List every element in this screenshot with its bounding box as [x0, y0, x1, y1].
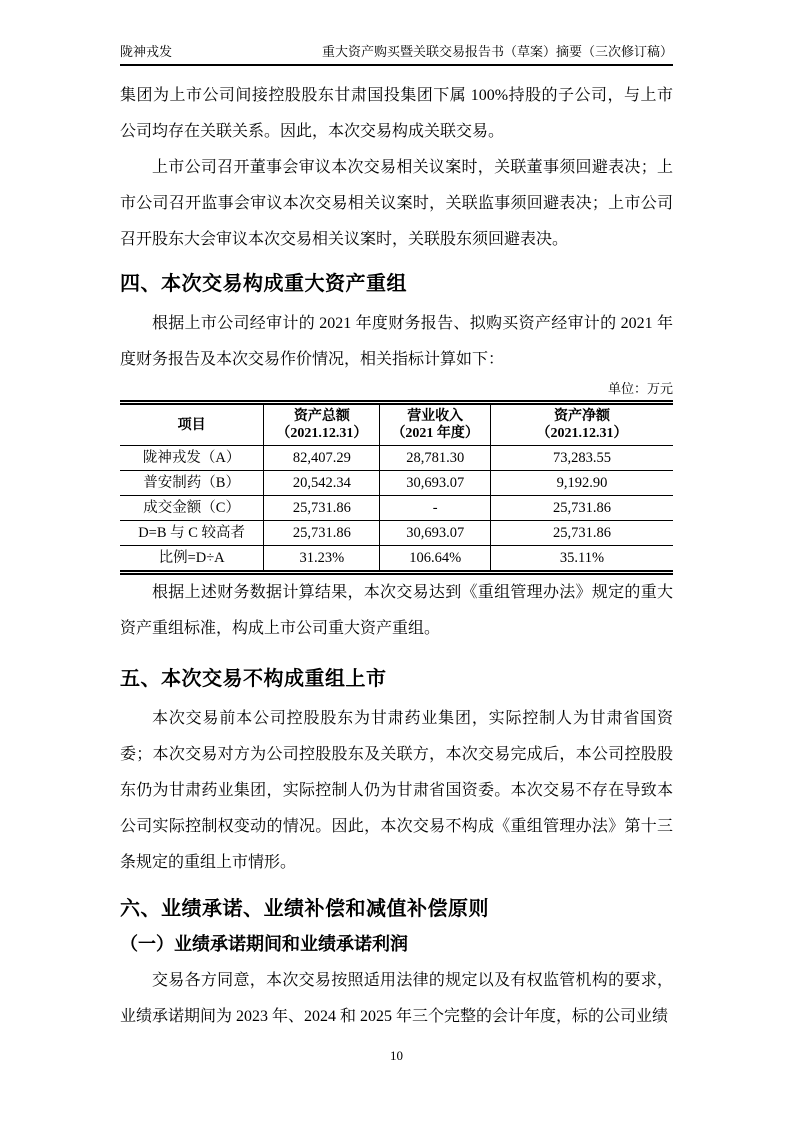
section-4-heading: 四、本次交易构成重大资产重组 [120, 273, 407, 296]
paragraph-vote-avoidance: 上市公司召开董事会审议本次交易相关议案时，关联董事须回避表决；上市公司召开监事会审议本次交易相关议案时，关联监事须回避表决；上市公司召开股东大会审议本次交易相关议案时，关联股东须回避表决。 [120, 159, 673, 249]
table-cell: 30,693.07 [380, 521, 491, 546]
table-cell: 73,283.55 [490, 446, 673, 471]
section-6-heading: 六、业绩承诺、业绩补偿和减值补偿原则 [120, 898, 489, 921]
table-header-row [120, 403, 673, 446]
table-row [120, 496, 673, 521]
table-cell: D=B 与 C 较高者 [120, 521, 264, 546]
paragraph-section4-conclusion: 根据上述财务数据计算结果，本次交易达到《重组管理办法》规定的重大资产重组标准，构成上市公司重大资产重组。 [120, 584, 673, 638]
table-cell: 20,542.34 [264, 471, 380, 496]
table-cell: 成交金额（C） [120, 496, 264, 521]
table-cell: 比例=D÷A [120, 546, 264, 573]
table-cell: 25,731.86 [490, 496, 673, 521]
paragraph-section4-intro: 根据上市公司经审计的 2021 年度财务报告、拟购买资产经审计的 2021 年度财务报告及本次交易作价情况，相关指标计算如下： [120, 315, 673, 369]
table-header-item [120, 403, 264, 446]
table-cell: 25,731.86 [264, 521, 380, 546]
table-row [120, 446, 673, 471]
table-header-line: （2021.12.31） [536, 426, 628, 442]
header-company-name: 陇神戎发 [120, 44, 173, 59]
table-cell: 25,731.86 [264, 496, 380, 521]
table-cell: 28,781.30 [380, 446, 491, 471]
paragraph-section6-body: 交易各方同意，本次交易按照适用法律的规定以及有权监管机构的要求，业绩承诺期间为 2023 年、2024 和 2025 年三个完整的会计年度，标的公司业绩 [120, 972, 673, 1026]
page-header [120, 44, 673, 66]
table-header-line: 营业收入 [407, 409, 464, 425]
table-row [120, 521, 673, 546]
table-row [120, 471, 673, 496]
table-header-line: （2021.12.31） [276, 426, 368, 442]
table-header-total-assets [264, 403, 380, 446]
page-content [120, 0, 673, 1035]
table-header-line: （2021 年度） [391, 426, 479, 442]
table-header-line: 资产总额 [293, 409, 350, 425]
table-row [120, 546, 673, 573]
financial-indicators-table [120, 400, 673, 575]
table-header-revenue [380, 403, 491, 446]
table-cell: 106.64% [380, 546, 491, 573]
table-cell: 普安制药（B） [120, 471, 264, 496]
section-5-heading: 五、本次交易不构成重组上市 [120, 668, 387, 691]
section-6-1-heading: （一）业绩承诺期间和业绩承诺利润 [120, 934, 408, 955]
table-cell: 9,192.90 [490, 471, 673, 496]
table-cell: 30,693.07 [380, 471, 491, 496]
paragraph-section5-body: 本次交易前本公司控股股东为甘肃药业集团，实际控制人为甘肃省国资委；本次交易对方为公司控股股东及关联方，本次交易完成后，本公司控股股东仍为甘肃药业集团，实际控制人仍为甘肃省国资委。本次交易不存在导致本公司实际控制权变动的情况。因此，本次交易不构成《重组管理办法》第十三条规定的重组上市情形。 [120, 710, 673, 872]
table-cell: - [380, 496, 491, 521]
table-cell: 35.11% [490, 546, 673, 573]
table-cell: 31.23% [264, 546, 380, 573]
page-number: 10 [390, 1048, 403, 1063]
table-header-line: 项目 [177, 417, 206, 433]
paragraph-related-relationship: 集团为上市公司间接控股股东甘肃国投集团下属 100%持股的子公司，与上市公司均存在关联关系。因此，本次交易构成关联交易。 [120, 87, 673, 141]
table-unit-label: 单位：万元 [607, 381, 673, 397]
table-cell: 82,407.29 [264, 446, 380, 471]
header-document-title: 重大资产购买暨关联交易报告书（草案）摘要（三次修订稿） [321, 44, 673, 59]
table-cell: 陇神戎发（A） [120, 446, 264, 471]
table-header-line: 资产净额 [553, 409, 610, 425]
table-header-net-assets [490, 403, 673, 446]
table-cell: 25,731.86 [490, 521, 673, 546]
